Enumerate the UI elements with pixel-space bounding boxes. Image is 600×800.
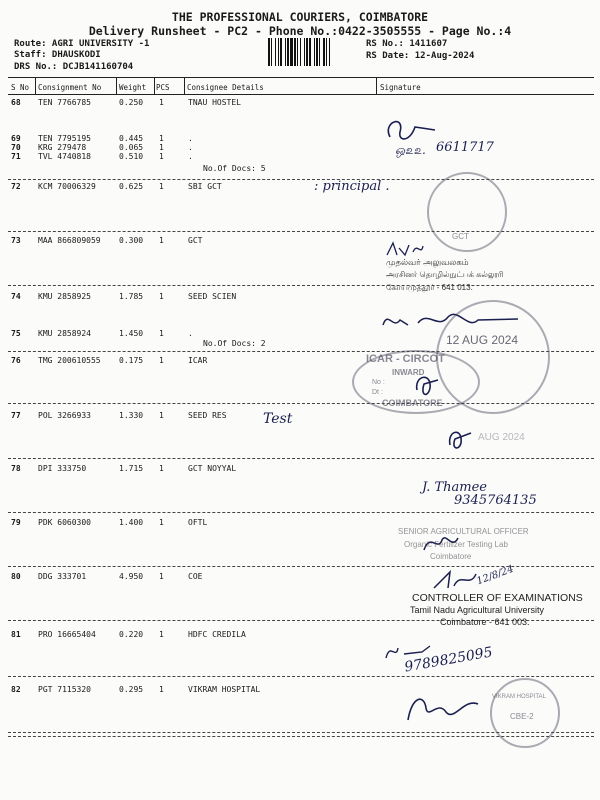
tamil-scrawl: ஒ௨௨. bbox=[395, 143, 426, 157]
row-wt: 1.400 bbox=[119, 518, 144, 527]
row-sno: 73 bbox=[11, 236, 21, 245]
signature-77 bbox=[445, 425, 475, 453]
row-separator bbox=[8, 676, 594, 677]
oftl-stamp-line3: Coimbatore bbox=[430, 552, 472, 561]
row-wt: 1.450 bbox=[119, 329, 144, 338]
barcode bbox=[268, 38, 358, 66]
row-det: SEED SCIEN bbox=[188, 292, 237, 301]
col-consignment: Consignment No bbox=[38, 83, 102, 92]
icar-stamp-dt: Dt : bbox=[372, 389, 383, 396]
rs-date-label: RS Date: 12-Aug-2024 bbox=[366, 51, 475, 61]
row-det: ICAR bbox=[188, 356, 208, 365]
row-pcs: 1 bbox=[159, 685, 164, 694]
drs-label: DRS No.: DCJB141160704 bbox=[14, 62, 134, 72]
icar-stamp-no: No : bbox=[372, 379, 385, 386]
row-det: . bbox=[188, 152, 193, 161]
row-cons: DDG 333701 bbox=[38, 572, 87, 581]
row-cons: TMG 200610555 bbox=[38, 356, 101, 365]
row-wt: 0.300 bbox=[119, 236, 144, 245]
row-sno: 81 bbox=[11, 630, 21, 639]
icar-stamp-top: ICAR - CIRCOT bbox=[366, 353, 445, 365]
row-sno: 74 bbox=[11, 292, 21, 301]
row-pcs: 1 bbox=[159, 329, 164, 338]
row-cons: KMU 2858925 bbox=[38, 292, 91, 301]
gct-stamp-text: GCT bbox=[452, 232, 469, 241]
coe-stamp-line3: Coimbatore - 641 003. bbox=[440, 617, 530, 627]
row-pcs: 1 bbox=[159, 152, 164, 161]
signature-80 bbox=[430, 568, 480, 592]
doc-count: No.Of Docs: 5 bbox=[203, 164, 266, 173]
row-wt: 0.065 bbox=[119, 143, 144, 152]
row-sno: 71 bbox=[11, 152, 21, 161]
handwritten-phone-68: 6611717 bbox=[436, 140, 494, 155]
row-cons: POL 3266933 bbox=[38, 411, 91, 420]
row-pcs: 1 bbox=[159, 143, 164, 152]
row-sno: 76 bbox=[11, 356, 21, 365]
row-wt: 0.445 bbox=[119, 134, 144, 143]
row-cons: PGT 7115320 bbox=[38, 685, 91, 694]
row-pcs: 1 bbox=[159, 134, 164, 143]
row-cons: TEN 7766785 bbox=[38, 98, 91, 107]
handwritten-name-78: J. Thamee bbox=[422, 480, 487, 495]
row-pcs: 1 bbox=[159, 518, 164, 527]
handwritten-principal: : principal . bbox=[314, 179, 390, 194]
icar-stamp-inward: INWARD bbox=[392, 368, 425, 377]
row-pcs: 1 bbox=[159, 236, 164, 245]
row-det: . bbox=[188, 329, 193, 338]
signature-81 bbox=[382, 640, 442, 664]
vikram-stamp-text: VIKRAM HOSPITAL bbox=[492, 694, 546, 700]
col-divider bbox=[35, 77, 36, 94]
coe-stamp-line2: Tamil Nadu Agricultural University bbox=[410, 605, 545, 615]
row-wt: 0.250 bbox=[119, 98, 144, 107]
row-cons: KRG 279478 bbox=[38, 143, 87, 152]
row-cons: DPI 333750 bbox=[38, 464, 87, 473]
row-separator bbox=[8, 458, 594, 459]
route-label: Route: AGRI UNIVERSITY -1 bbox=[14, 39, 150, 49]
row-sno: 72 bbox=[11, 182, 21, 191]
vikram-stamp-code: CBE-2 bbox=[510, 712, 534, 721]
row-cons: MAA 866809059 bbox=[38, 236, 101, 245]
row-wt: 1.330 bbox=[119, 411, 144, 420]
row-separator bbox=[8, 231, 594, 232]
row-separator bbox=[8, 285, 594, 286]
row-det: OFTL bbox=[188, 518, 208, 527]
col-signature: Signature bbox=[380, 83, 421, 92]
row-separator bbox=[8, 179, 594, 180]
row-pcs: 1 bbox=[159, 182, 164, 191]
row-sno: 68 bbox=[11, 98, 21, 107]
row-wt: 1.715 bbox=[119, 464, 144, 473]
col-divider bbox=[116, 77, 117, 94]
row-wt: 0.220 bbox=[119, 630, 144, 639]
signature-82 bbox=[402, 690, 482, 730]
row-cons: PDK 6060300 bbox=[38, 518, 91, 527]
row-cons: PRO 16665404 bbox=[38, 630, 96, 639]
handwritten-phone-81: 9789825095 bbox=[403, 644, 494, 676]
row-cons: KCM 70006329 bbox=[38, 182, 96, 191]
row-sno: 78 bbox=[11, 464, 21, 473]
icar-stamp-bottom: COIMBATORE bbox=[382, 398, 443, 408]
row-sno: 82 bbox=[11, 685, 21, 694]
row-cons: TVL 4740818 bbox=[38, 152, 91, 161]
staff-label: Staff: DHAUSKODI bbox=[14, 50, 101, 60]
row-det: VIKRAM HOSPITAL bbox=[188, 685, 261, 694]
row-det: SEED RES bbox=[188, 411, 227, 420]
date-stamp-text: 12 AUG 2024 bbox=[446, 333, 519, 347]
row-det: HDFC CREDILA bbox=[188, 630, 246, 639]
col-consignee: Consignee Details bbox=[187, 83, 264, 92]
row-cons: TEN 7795195 bbox=[38, 134, 91, 143]
col-divider bbox=[376, 77, 377, 94]
tamil-stamp-line1: முதல்வர் அலுவலகம் bbox=[386, 257, 469, 267]
row-det: GCT NOYYAL bbox=[188, 464, 237, 473]
row-sno: 79 bbox=[11, 518, 21, 527]
doc-count: No.Of Docs: 2 bbox=[203, 339, 266, 348]
row-separator bbox=[8, 512, 594, 513]
row-det: GCT bbox=[188, 236, 203, 245]
handwritten-phone-78: 9345764135 bbox=[454, 493, 537, 508]
row-wt: 0.625 bbox=[119, 182, 144, 191]
col-weight: Weight bbox=[119, 83, 147, 92]
row-wt: 1.785 bbox=[119, 292, 144, 301]
row-sno: 70 bbox=[11, 143, 21, 152]
table-top-rule bbox=[8, 77, 594, 78]
col-sno: S No bbox=[11, 83, 30, 92]
header-bottom-rule bbox=[8, 94, 594, 95]
aug-faint-stamp: AUG 2024 bbox=[478, 432, 525, 443]
row-pcs: 1 bbox=[159, 464, 164, 473]
rs-no-label: RS No.: 1411607 bbox=[366, 39, 448, 49]
row-cons: KMU 2858924 bbox=[38, 329, 91, 338]
row-pcs: 1 bbox=[159, 292, 164, 301]
runsheet-subtitle: Delivery Runsheet - PC2 - Phone No.:0422-3505555 - Page No.:4 bbox=[88, 24, 512, 38]
row-det: TNAU HOSTEL bbox=[188, 98, 241, 107]
company-title: THE PROFESSIONAL COURIERS, COIMBATORE bbox=[171, 10, 429, 24]
coe-stamp-line1: CONTROLLER OF EXAMINATIONS bbox=[412, 592, 583, 604]
row-det: COE bbox=[188, 572, 203, 581]
row-pcs: 1 bbox=[159, 356, 164, 365]
tamil-stamp-line2: அரசினர் தொழில்நுட்பக் கல்லூரி bbox=[386, 270, 504, 279]
oftl-stamp-line2: Organic Fertilizer Testing Lab bbox=[404, 540, 508, 549]
row-pcs: 1 bbox=[159, 572, 164, 581]
row-pcs: 1 bbox=[159, 630, 164, 639]
handwritten-test: Test bbox=[263, 411, 293, 427]
row-wt: 4.950 bbox=[119, 572, 144, 581]
row-pcs: 1 bbox=[159, 411, 164, 420]
row-det: SBI GCT bbox=[188, 182, 222, 191]
col-divider bbox=[184, 77, 185, 94]
row-det: . bbox=[188, 134, 193, 143]
row-wt: 0.510 bbox=[119, 152, 144, 161]
row-sno: 80 bbox=[11, 572, 21, 581]
row-sno: 69 bbox=[11, 134, 21, 143]
tamil-stamp-line3: கோயமுத்தூர் - 641 013. bbox=[386, 283, 473, 292]
oftl-stamp-line1: SENIOR AGRICULTURAL OFFICER bbox=[398, 527, 529, 536]
col-divider bbox=[154, 77, 155, 94]
col-pcs: PCS bbox=[156, 83, 170, 92]
row-pcs: 1 bbox=[159, 98, 164, 107]
row-wt: 0.295 bbox=[119, 685, 144, 694]
row-sno: 77 bbox=[11, 411, 21, 420]
row-sno: 75 bbox=[11, 329, 21, 338]
handwritten-date-80: 12/8/24 bbox=[475, 563, 516, 588]
barcode-bar bbox=[330, 38, 333, 66]
row-det: . bbox=[188, 143, 193, 152]
row-wt: 0.175 bbox=[119, 356, 144, 365]
